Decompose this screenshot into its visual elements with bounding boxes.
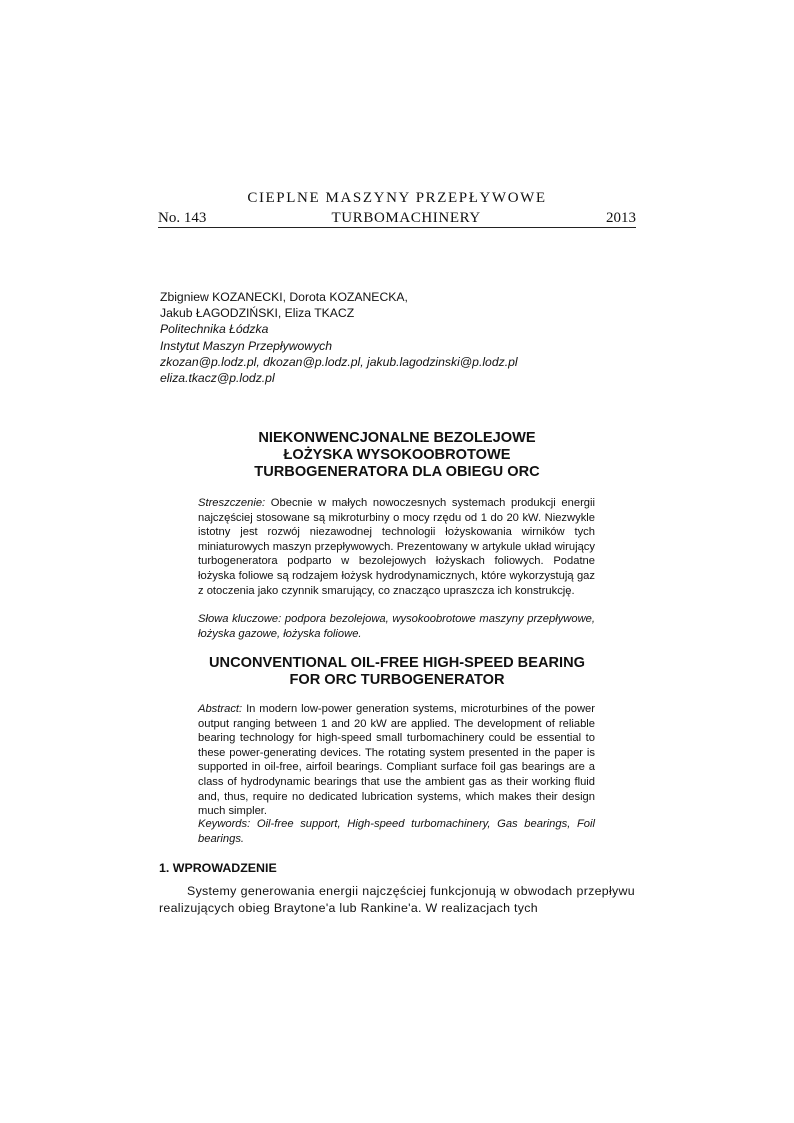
abstract-polish (198, 496, 595, 598)
keywords-english: Keywords: Oil-free support, High-speed turbomachinery, Gas bearings, Foil bearings. (198, 818, 595, 845)
paper-title-english (158, 655, 636, 689)
abstract-pl-text: Obecnie w małych nowoczesnych systemach produkcji energii najczęściej stosowane są mikroturbiny o mocy rzędu od 1 do 20 kW. Niezwykle istotny jest rozwój niezawodnej technologii łożyskowania wirników tych miniaturowych maszyn przepływowych. Prezentowany w artykule układ wirujący turbogeneratora podparto w bezolejowych łożyskach foliowych. Podatne łożyska foliowe są rodzajem łożysk hydrodynamicznych, które wykorzystują gaz z otoczenia jako czynnik smarujący, co znacząco upraszcza ich konstrukcję. (198, 497, 595, 597)
journal-subtitle: TURBOMACHINERY (331, 210, 481, 226)
header-rule (158, 227, 636, 228)
journal-year: 2013 (606, 210, 636, 226)
title-en-line-1: UNCONVENTIONAL OIL-FREE HIGH-SPEED BEARING (209, 655, 585, 671)
intro-paragraph: Systemy generowania energii najczęściej funkcjonują w obwodach przepływu realizujących obieg Braytone'a lub Rankine'a. W realizacjach tych (159, 884, 635, 915)
keywords-polish: Słowa kluczowe: podpora bezolejowa, wysokoobrotowe maszyny przepływowe, łożyska gazowe, łożyska foliowe. (198, 613, 595, 640)
abstract-en-text: In modern low-power generation systems, microturbines of the power output ranging between 1 and 20 kW are applied. The development of reliable bearing technology for high-speed small turbomachinery could be essential to these power-generating devices. The rotating system presented in the paper is supported in oil-free, airfoil bearings. Compliant surface foil gas bearings are a class of hydrodynamic bearings that use the ambient gas as their working fluid and, thus, require no dedicated lubrication systems, which makes their design much simpler. (198, 703, 595, 818)
title-en-line-2: FOR ORC TURBOGENERATOR (289, 672, 505, 688)
author-block (160, 289, 640, 386)
affiliation-institute: Instytut Maszyn Przepływowych (160, 338, 333, 353)
journal-number: No. 143 (158, 210, 207, 226)
title-pl-line-1: NIEKONWENCJONALNE BEZOLEJOWE (258, 430, 536, 446)
journal-title: CIEPLNE MASZYNY PRZEPŁYWOWE (247, 190, 547, 206)
abstract-pl-label: Streszczenie: (198, 497, 266, 509)
section-heading: 1. WPROWADZENIE (159, 861, 277, 875)
affiliation-university: Politechnika Łódzka (160, 322, 269, 337)
journal-header-row (158, 210, 636, 227)
title-pl-line-2: ŁOŻYSKA WYSOKOOBROTOWE (283, 447, 511, 463)
title-pl-line-3: TURBOGENERATORA DLA OBIEGU ORC (254, 464, 540, 480)
paper-title-polish (158, 430, 636, 481)
abstract-en-label: Abstract: (198, 703, 243, 715)
abstract-english (198, 702, 595, 819)
author-emails-2: eliza.tkacz@p.lodz.pl (160, 371, 275, 386)
authors-line-2: Jakub ŁAGODZIŃSKI, Eliza TKACZ (160, 306, 355, 321)
authors-line-1: Zbigniew KOZANECKI, Dorota KOZANECKA, (160, 290, 408, 304)
author-emails-1: zkozan@p.lodz.pl, dkozan@p.lodz.pl, jakub.lagodzinski@p.lodz.pl (160, 354, 518, 369)
